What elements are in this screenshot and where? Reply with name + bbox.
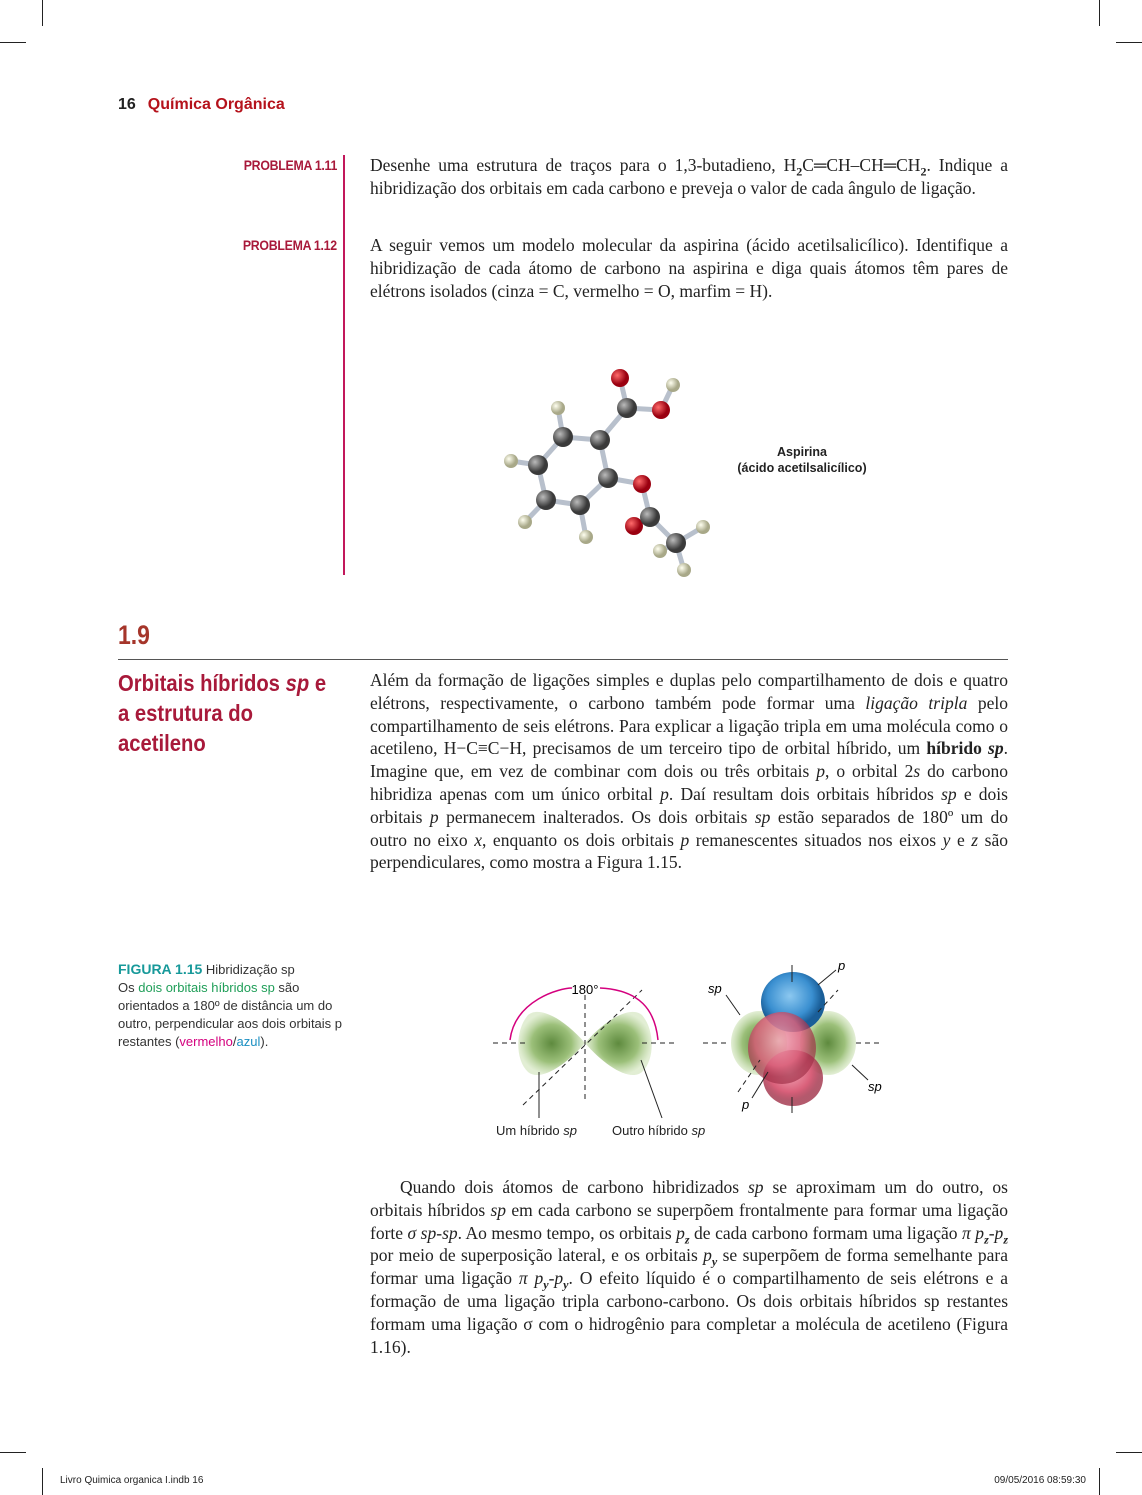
problem-label: PROBLEMA 1.12 <box>242 237 337 253</box>
figure-caption <box>118 960 348 1051</box>
crop-mark <box>1116 1452 1142 1453</box>
sp-orbital-figure <box>480 955 900 1120</box>
text-segment: z <box>971 829 979 850</box>
text-segment: A seguir vemos um modelo molecular da aspirina (ácido acetilsalicílico). Identifique a hibridização de cada átomo de carbono na aspirina e diga quais átomos têm pares de elétrons isolados (cinza = C, vermelho = O, marfim = H). <box>370 235 1008 301</box>
aspirin-name: Aspirina <box>776 445 827 459</box>
text-segment: . Imagine que, em vez de combinar com dois ou três orbitais <box>370 738 1008 782</box>
text-segment: estão separados de 180º um do outro no eixo <box>370 806 1008 850</box>
crop-mark <box>42 1468 43 1495</box>
text-segment: . Ao mesmo tempo, os orbitais <box>457 1222 677 1243</box>
aspirin-subname: (ácido acetilsalicílico) <box>737 461 867 475</box>
text-segment: , o orbital 2 <box>825 761 914 782</box>
book-title: Química Orgânica <box>147 96 285 113</box>
crop-mark <box>1099 0 1100 26</box>
text-segment: p <box>703 1245 712 1266</box>
text-segment: , enquanto os dois orbitais <box>482 829 681 850</box>
text-segment: do carbono hibridiza apenas com um único orbital <box>370 761 1008 804</box>
text-segment: s <box>913 761 921 782</box>
label-sp: sp <box>563 1123 577 1138</box>
label-text: Um híbrido <box>496 1123 564 1138</box>
text-segment: C═CH–CH═CH <box>802 155 921 175</box>
text-segment: p <box>676 1222 685 1243</box>
text-segment: y <box>942 829 951 850</box>
page-number: 16 <box>118 96 136 113</box>
title-text: Orbitais híbridos <box>118 670 286 696</box>
aspirin-label <box>722 444 882 476</box>
caption-title: Hibridização sp <box>202 962 295 977</box>
text-segment: p <box>660 783 669 804</box>
text-segment: Desenhe uma estrutura de traços para o 1,3-butadieno, H <box>370 155 797 175</box>
caption-text: / <box>232 1034 237 1049</box>
text-segment: se aproximam um do outro, os orbitais híbridos <box>370 1177 1008 1220</box>
text-segment: em cada carbono se superpõem frontalmente para formar uma ligação forte <box>370 1199 1008 1243</box>
p-label: p <box>742 1097 750 1112</box>
text-segment: sp <box>988 738 1004 759</box>
figure-label: FIGURA 1.15 <box>118 961 203 977</box>
crop-mark <box>0 1452 26 1453</box>
text-segment: -p <box>548 1268 564 1289</box>
text-segment: π p <box>962 1222 985 1243</box>
crop-mark <box>0 42 26 43</box>
text-segment: y <box>711 1254 718 1269</box>
section-title <box>118 668 329 758</box>
one-hybrid-label <box>496 1123 577 1138</box>
footer-timestamp: 09/05/2016 08:59:30 <box>994 1475 1086 1486</box>
text-segment: híbrido <box>926 738 989 759</box>
text-segment: sp <box>747 1177 764 1197</box>
text-segment: z <box>684 1232 690 1247</box>
problem-rule <box>343 155 345 575</box>
section-rule <box>118 659 1008 660</box>
problem-text <box>370 154 1008 200</box>
text-segment: -p <box>988 1222 1004 1243</box>
section-number: 1.9 <box>118 620 150 650</box>
text-segment: permanecem inalterados. Os dois orbitais <box>438 806 755 827</box>
text-segment: p <box>680 829 690 850</box>
text-segment: p <box>816 761 825 782</box>
body-paragraph <box>370 1176 1008 1358</box>
other-hybrid-label <box>612 1123 705 1138</box>
aspirin-model <box>490 360 730 590</box>
body-paragraph <box>370 669 1008 874</box>
text-segment: z <box>984 1232 989 1247</box>
caption-red: vermelho <box>179 1034 233 1049</box>
crop-mark <box>1116 42 1142 43</box>
text-segment: por meio de superposição lateral, e os orbitais <box>370 1245 704 1266</box>
text-segment: σ sp-sp <box>407 1222 458 1243</box>
text-segment: x <box>474 829 482 850</box>
sp-label: sp <box>868 1079 882 1094</box>
caption-text: ). <box>260 1034 269 1049</box>
text-segment: p <box>429 806 439 827</box>
footer-file: Livro Quimica organica I.indb 16 <box>60 1475 204 1486</box>
text-segment: e dois orbitais <box>370 783 1008 827</box>
text-segment: sp <box>490 1199 507 1220</box>
text-segment: π p <box>518 1268 544 1289</box>
crop-mark <box>42 0 43 26</box>
sp-label: sp <box>708 981 722 996</box>
caption-text: Os <box>118 980 139 995</box>
text-segment: . Indique a hibridização dos orbitais em cada carbono e preveja o valor de cada ângulo de ligação. <box>370 155 1008 198</box>
angle-label: 180° <box>571 982 599 997</box>
caption-blue: azul <box>236 1034 261 1049</box>
text-segment: y <box>563 1277 569 1292</box>
problem-label: PROBLEMA 1.11 <box>243 157 337 173</box>
title-sp: sp <box>285 670 310 696</box>
text-segment: e <box>950 829 972 850</box>
text-segment: sp <box>754 806 771 827</box>
caption-text: são orientados a 180º de distância um do outro, perpendicular aos dois orbitais p restantes ( <box>118 980 343 1049</box>
running-header <box>118 96 285 114</box>
text-segment: são perpendiculares, como mostra a Figura 1.15. <box>370 829 1008 873</box>
text-segment: y <box>543 1277 549 1292</box>
label-text: Outro híbrido <box>612 1123 692 1138</box>
caption-highlight: dois orbitais híbridos sp <box>138 980 275 995</box>
text-segment: Quando dois átomos de carbono hibridizados <box>400 1177 748 1197</box>
p-label: p <box>838 958 846 973</box>
text-segment: z <box>1003 1232 1008 1247</box>
text-segment: se superpõem de forma semelhante para formar uma ligação <box>370 1245 1009 1289</box>
text-segment: sp <box>941 783 957 804</box>
text-segment: pelo compartilhamento de seis elétrons. Para explicar a ligação tripla em uma molécula como o acetileno, H−C≡C−H, precisamos de um terceiro tipo de orbital híbrido, um <box>370 692 1008 759</box>
text-segment: . O efeito líquido é o compartilhamento de seis elétrons e a formação de uma ligação tripla carbono-carbono. Os dois orbitais híbridos sp restantes formam uma ligação σ com o hidrogênio para completar a molécula de acetileno (Figura 1.16). <box>370 1268 1008 1357</box>
text-segment: Além da formação de ligações simples e duplas pelo compartilhamento de dois e quatro elétrons, respectivamente, o carbono também pode formar uma <box>370 670 1008 713</box>
title-text: e a estrutura do acetileno <box>118 670 327 756</box>
atoms <box>504 369 710 577</box>
problem-text <box>370 234 1008 302</box>
crop-mark <box>1099 1468 1100 1495</box>
text-segment: de cada carbono formam uma ligação <box>689 1222 963 1243</box>
text-segment: remanescentes situados nos eixos <box>689 829 943 850</box>
text-segment: . Daí resultam dois orbitais híbridos <box>668 783 942 804</box>
text-segment: 2 <box>920 164 927 179</box>
text-segment: ligação tripla <box>865 692 968 713</box>
text-segment: 2 <box>796 164 803 179</box>
label-sp: sp <box>691 1123 706 1138</box>
sp-p-orbitals <box>731 972 856 1106</box>
